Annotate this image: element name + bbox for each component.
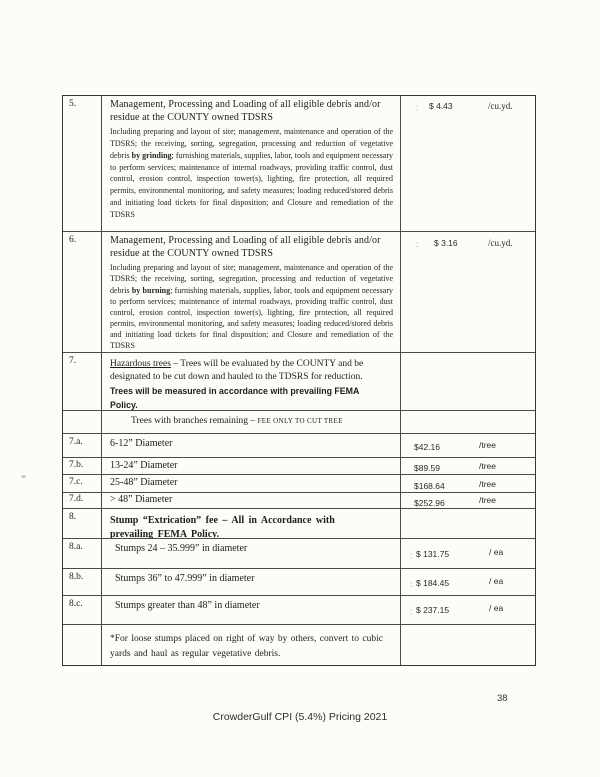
row-8c-description: Stumps greater than 48” in diameter [102, 596, 401, 624]
branches-label: Trees with branches remaining – FEE ONLY TO CUT TREE [131, 416, 343, 426]
row-6-number: 6. [63, 232, 102, 352]
row-footnote-price-cell [401, 625, 535, 665]
price-amount: $ 237.15 [416, 605, 450, 615]
row-7b-number: 7.b. [63, 458, 102, 474]
price-unit: /cu.yd. [488, 238, 513, 248]
row-7-description [102, 353, 401, 410]
price-colon: : [410, 579, 413, 589]
row-7a-number: 7.a. [63, 434, 102, 457]
price-amount: $ 131.75 [416, 549, 450, 559]
row-8c-price-cell [401, 596, 535, 624]
table-row-7 [63, 353, 535, 411]
price-amount: $ 4.43 [429, 101, 453, 111]
row-6-title: Management, Processing and Loading of all eligible debris and/or residue at the COUNTY owned TDSRS [110, 235, 381, 259]
row-7-price-cell [401, 353, 535, 410]
price-colon: : [416, 102, 419, 112]
table-row-8a [63, 539, 535, 569]
footnote-text: *For loose stumps placed on right of way by others, convert to cubic yards and haul as regular vegetative debris. [110, 634, 383, 659]
row-7-text: Hazardous trees – Trees will be evaluated by the COUNTY and be designated to be cut down and hauled to the TDSRS for reduction. Trees will be measured in accordance with prevailing FEMA Policy. [110, 359, 364, 410]
row-8b-number: 8.b. [63, 569, 102, 595]
price-unit: /tree [479, 440, 497, 450]
document-footer-title: CrowderGulf CPI (5.4%) Pricing 2021 [212, 711, 388, 723]
price-unit: /tree [479, 495, 497, 505]
row-5-description [102, 96, 401, 231]
row-7d-description: > 48” Diameter [102, 493, 401, 508]
row-8-price-cell [401, 509, 535, 538]
price-unit: /tree [479, 479, 497, 489]
table-row-8 [63, 509, 535, 539]
row-7-number: 7. [63, 353, 102, 410]
row-7d-price-cell [401, 493, 535, 508]
price-unit: / ea [489, 547, 504, 557]
row-footnote-number [63, 625, 102, 665]
row-7c-number: 7.c. [63, 475, 102, 492]
row-5-number: 5. [63, 96, 102, 231]
table-row-8b [63, 569, 535, 596]
row-5-title: Management, Processing and Loading of all eligible debris and/or residue at the COUNTY owned TDSRS [110, 99, 381, 123]
price-colon: : [410, 550, 413, 560]
row-footnote-description [102, 625, 401, 665]
row-branches-price-cell [401, 411, 535, 433]
row-8a-number: 8.a. [63, 539, 102, 568]
table-row-branches [63, 411, 535, 434]
hazardous-trees-underlined: Hazardous trees [110, 359, 171, 369]
scan-speckle [21, 475, 26, 478]
row-8a-price-cell [401, 539, 535, 568]
price-unit: / ea [489, 603, 504, 613]
fee-only-caps: FEE ONLY TO CUT TREE [257, 417, 343, 425]
row-6-detail: Including preparing and layout of site; management, maintenance and operation of the TDSRS; the receiving, sorting, segregation, processing and reduction of vegetative debris by burning; furnishing materials, supplies, labor, tools and equipment necessary to perform services; maintenance of internal roadways, providing traffic control, dust control, erosion control, inspection tower(s), lighting, fire protection, all required permits, environmental monitoring, and safety measures; loading reduced/stored debris and initiating load tickets for final disposition; and Closure and remediation of the TDSRS [110, 263, 393, 351]
price-unit: /cu.yd. [488, 101, 513, 111]
table-row-8c [63, 596, 535, 625]
row-7a-price-cell [401, 434, 535, 457]
pricing-table [62, 95, 536, 666]
table-row-7b [63, 458, 535, 475]
table-row-7d [63, 493, 535, 509]
table-row-7c [63, 475, 535, 493]
row-8-description [102, 509, 401, 538]
fema-policy-bold: Trees will be measured in accordance with prevailing FEMA Policy. [110, 385, 359, 410]
table-row-5 [63, 96, 535, 232]
price-amount: $ 184.45 [416, 578, 450, 588]
price-colon: : [410, 606, 413, 616]
row-8b-description: Stumps 36” to 47.999” in diameter [102, 569, 401, 595]
page-number: 38 [497, 693, 508, 704]
row-7b-description: 13-24” Diameter [102, 458, 401, 474]
row-8c-number: 8.c. [63, 596, 102, 624]
row-5-price-cell [401, 96, 535, 231]
row-7d-number: 7.d. [63, 493, 102, 508]
table-row-footnote [63, 625, 535, 665]
row-8-number: 8. [63, 509, 102, 538]
price-unit: / ea [489, 576, 504, 586]
row-7c-description: 25-48” Diameter [102, 475, 401, 492]
price-amount: $ 3.16 [434, 238, 458, 248]
row-branches-number [63, 411, 102, 433]
row-6-description [102, 232, 401, 352]
row-8a-description: Stumps 24 – 35.999” in diameter [102, 539, 401, 568]
row-5-detail: Including preparing and layout of site; management, maintenance and operation of the TDSRS; the receiving, sorting, segregation, processing and reduction of vegetative debris by grinding; furnishing materials, supplies, labor, tools and equipment necessary to perform services; maintenance of internal roadways, providing traffic control, dust control, erosion control, inspection tower(s), lighting, fire protection, all required permits, environmental monitoring, and safety measures; loading reduced/stored debris and initiating load tickets for final disposition; and Closure and remediation of the TDSRS [110, 127, 393, 219]
row-branches-description [102, 411, 401, 433]
price-amount: $42.16 [414, 442, 440, 452]
price-amount: $168.64 [414, 481, 445, 491]
table-row-6 [63, 232, 535, 353]
price-amount: $252.96 [414, 498, 445, 508]
row-7c-price-cell [401, 475, 535, 492]
price-amount: $89.59 [414, 463, 440, 473]
row-7a-description: 6-12” Diameter [102, 434, 401, 457]
price-unit: /tree [479, 461, 497, 471]
price-colon: : [416, 239, 419, 249]
row-7b-price-cell [401, 458, 535, 474]
row-8-title: Stump “Extrication” fee – All in Accordance with prevailing FEMA Policy. [110, 515, 335, 538]
row-6-price-cell [401, 232, 535, 352]
table-row-7a [63, 434, 535, 458]
row-8b-price-cell [401, 569, 535, 595]
